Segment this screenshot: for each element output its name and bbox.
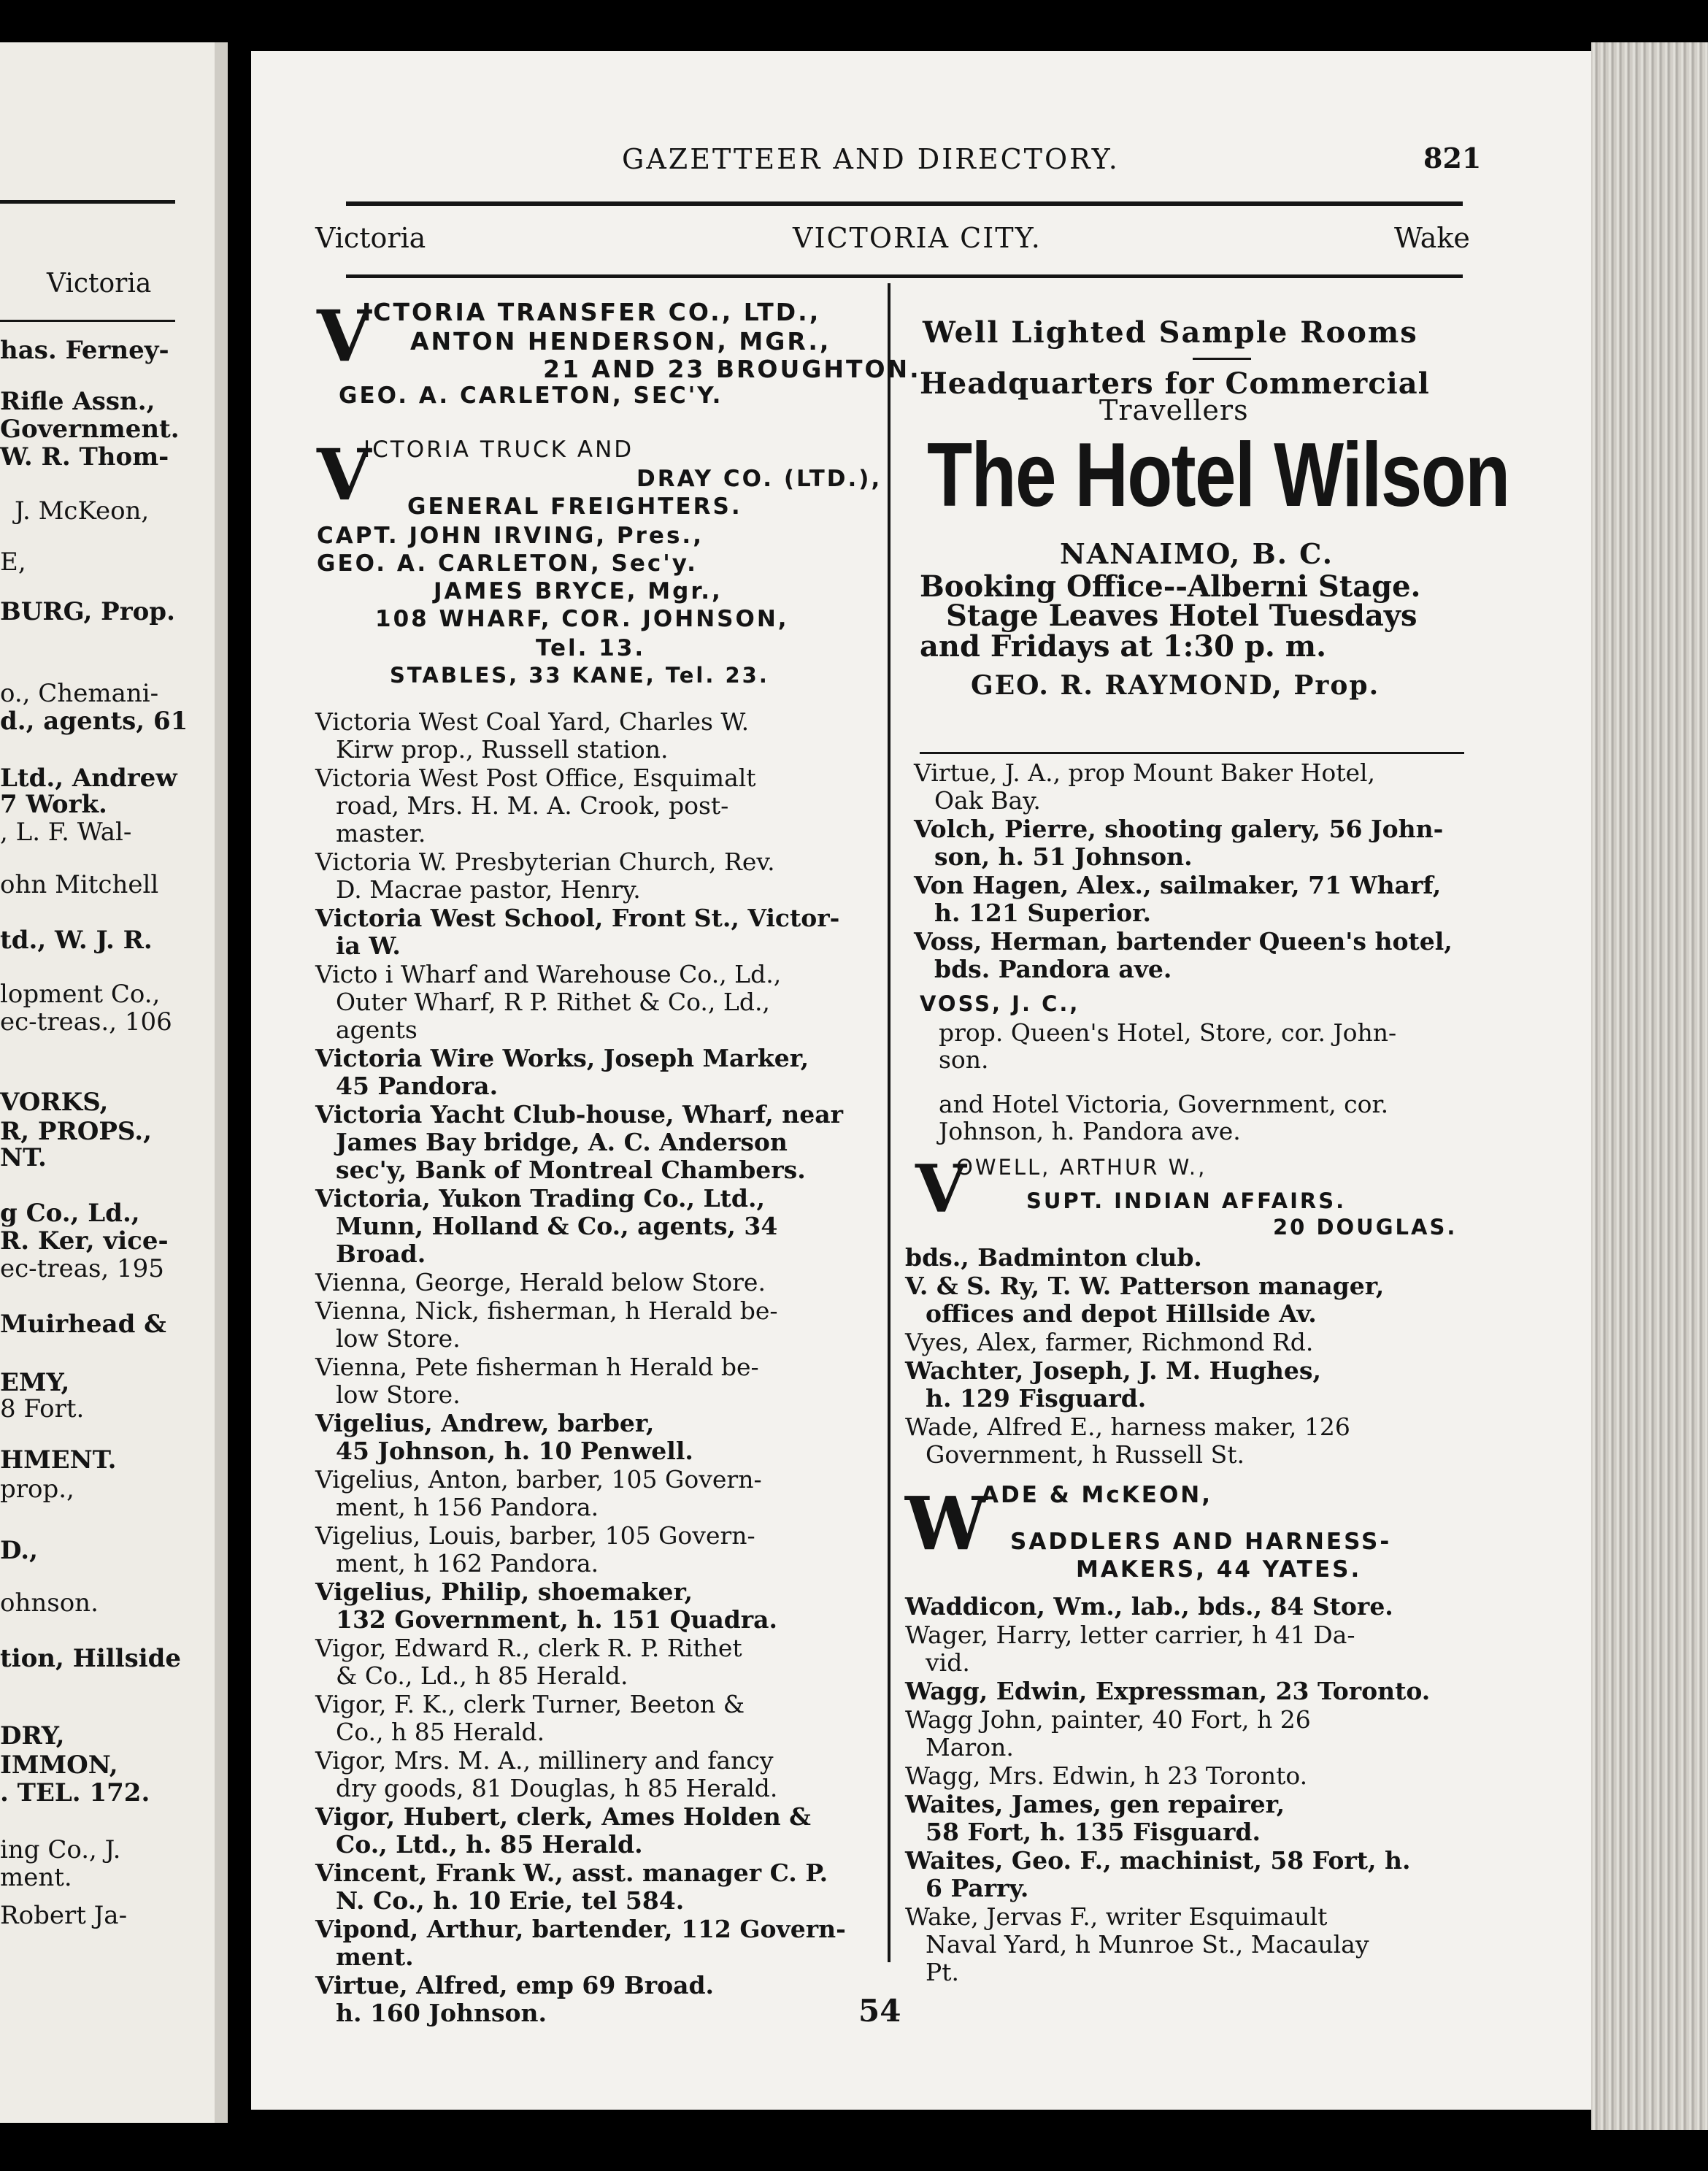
left-page-line: NT. [0, 1143, 47, 1172]
header-rule [346, 201, 1463, 206]
directory-entry: Victo i Wharf and Warehouse Co., Ld., Outer Wharf, R P. Rithet & Co., Ld., agents [315, 960, 782, 1044]
left-page-line: 8 Fort. [0, 1394, 85, 1423]
left-page-line: o., Chemani- [0, 679, 159, 708]
wade-line-1: ADE & McKEON, [981, 1482, 1213, 1508]
column-1-entries [315, 708, 885, 2028]
left-page-line: g Co., Ld., [0, 1199, 140, 1228]
directory-entry: Vigelius, Louis, barber, 105 Govern- ment, h 162 Pandora. [315, 1521, 755, 1578]
hotel-proprietor: GEO. R. RAYMOND, Prop. [971, 670, 1380, 701]
ad2-line-6: JAMES BRYCE, Mgr., [434, 578, 723, 604]
directory-entry: Victoria, Yukon Trading Co., Ltd., Munn, Holland & Co., agents, 34 Broad. [315, 1184, 778, 1268]
directory-entry: Vigelius, Andrew, barber, 45 Johnson, h. 10 Penwell. [315, 1409, 693, 1465]
left-page-line: Robert Ja- [0, 1901, 128, 1930]
hotel-ad-bottom-rule [920, 752, 1464, 754]
directory-entry: Wagg John, painter, 40 Fort, h 26 Maron. [905, 1705, 1311, 1761]
left-page-line: ec-treas, 195 [0, 1254, 164, 1283]
directory-entry: Von Hagen, Alex., sailmaker, 71 Wharf, h. 121 Superior. [914, 871, 1442, 927]
guide-word-right: Wake [1394, 222, 1470, 254]
bottom-page-number: 54 [858, 1993, 901, 2029]
section-title: VICTORIA CITY. [793, 222, 1042, 254]
left-page-line: ohnson. [0, 1588, 99, 1618]
left-page-line: BURG, Prop. [0, 597, 175, 626]
hotel-location: NANAIMO, B. C. [1060, 537, 1334, 570]
left-page-line: Muirhead & [0, 1310, 166, 1339]
directory-page [251, 51, 1591, 2110]
directory-entry: Waites, James, gen repairer, 58 Fort, h. 135 Fisguard. [905, 1790, 1285, 1846]
ad1-line-4: GEO. A. CARLETON, SEC'Y. [339, 383, 723, 409]
left-page-line: ment. [0, 1863, 72, 1892]
directory-entry: Victoria West Post Office, Esquimalt road, Mrs. H. M. A. Crook, post- master. [315, 764, 756, 848]
wade-line-2: SADDLERS AND HARNESS- [1010, 1529, 1392, 1555]
left-page-line: tion, Hillside [0, 1644, 182, 1673]
voss-lines: prop. Queen's Hotel, Store, cor. John- son. [939, 1018, 1397, 1074]
left-guide-rule-2 [0, 320, 175, 322]
left-page-line: td., W. J. R. [0, 926, 153, 955]
ad1-line-1: ICTORIA TRANSFER CO., LTD., [362, 298, 821, 326]
directory-entry: Wagg, Mrs. Edwin, h 23 Toronto. [905, 1761, 1308, 1790]
left-page-line: Rifle Assn., [0, 387, 155, 416]
hotel-stage-2: and Fridays at 1:30 p. m. [920, 629, 1327, 664]
left-page-line: Government. [0, 415, 180, 444]
hotel-name: The Hotel Wilson [927, 425, 1509, 526]
directory-entry: Vigelius, Anton, barber, 105 Govern- ment, h 156 Pandora. [315, 1465, 762, 1521]
column-2-entries-b [905, 1244, 1474, 1469]
ad1-line-3: 21 AND 23 BROUGHTON. [543, 355, 921, 383]
left-page-line: HMENT. [0, 1445, 117, 1475]
directory-entry: Vigor, F. K., clerk Turner, Beeton & Co., h 85 Herald. [315, 1690, 745, 1746]
directory-entry: Wade, Alfred E., harness maker, 126 Government, h Russell St. [905, 1413, 1350, 1469]
previous-page-edge [215, 42, 228, 2123]
hotel-ad-line-2: Headquarters for Commercial [920, 366, 1430, 401]
hotel-ad-line-3: Travellers [1099, 394, 1249, 426]
directory-entry: Virtue, J. A., prop Mount Baker Hotel, Oak Bay. [914, 758, 1376, 815]
hotel-ad-line-1: Well Lighted Sample Rooms [923, 315, 1418, 350]
hotel-ad-short-rule [1193, 358, 1251, 360]
left-page-line: E, [0, 547, 26, 577]
directory-entry: Vincent, Frank W., asst. manager C. P. N. Co., h. 10 Erie, tel 584. [315, 1859, 828, 1915]
wade-line-3: MAKERS, 44 YATES. [1076, 1556, 1362, 1583]
left-page-line: ohn Mitchell [0, 870, 159, 899]
voss-heading: VOSS, J. C., [920, 991, 1080, 1016]
directory-entry: V. & S. Ry, T. W. Patterson manager, offices and depot Hillside Av. [905, 1272, 1385, 1328]
left-page-line: VORKS, [0, 1088, 109, 1117]
running-title: GAZETTEER AND DIRECTORY. [622, 143, 1120, 175]
directory-entry: Victoria West School, Front St., Victor- ia W. [315, 904, 840, 960]
left-page-line: . TEL. 172. [0, 1778, 150, 1807]
directory-entry: Victoria West Coal Yard, Charles W. Kirw prop., Russell station. [315, 707, 750, 764]
ad1-line-2: ANTON HENDERSON, MGR., [410, 327, 831, 356]
directory-entry: Vigor, Mrs. M. A., millinery and fancy dry goods, 81 Douglas, h 85 Herald. [315, 1746, 778, 1802]
left-page-line: ec-treas., 106 [0, 1007, 172, 1037]
left-page-line: lopment Co., [0, 980, 161, 1009]
ad2-line-5: GEO. A. CARLETON, Sec'y. [317, 550, 698, 577]
left-page-line: W. R. Thom- [0, 442, 169, 472]
left-page-line: IMMON, [0, 1751, 118, 1780]
wade-dropcap: W [905, 1480, 988, 1567]
directory-entry: Wachter, Joseph, J. M. Hughes, h. 129 Fisguard. [905, 1356, 1321, 1413]
left-page-line: R. Ker, vice- [0, 1226, 169, 1256]
left-page-line: has. Ferney- [0, 336, 169, 365]
directory-entry: Victoria Yacht Club-house, Wharf, near James Bay bridge, A. C. Anderson sec'y, Bank of Montreal Chambers. [315, 1100, 844, 1184]
left-page-line: D., [0, 1536, 38, 1565]
directory-entry: Wake, Jervas F., writer Esquimault Naval Yard, h Munroe St., Macaulay Pt. [905, 1902, 1369, 1986]
previous-page-fragment [0, 42, 228, 2123]
left-page-line: d., agents, 61 [0, 707, 188, 736]
vowell-line-3: 20 DOUGLAS. [1273, 1215, 1458, 1240]
column-divider [888, 283, 890, 1962]
column-2-entries [914, 759, 1469, 984]
left-page-line: DRY, [0, 1721, 65, 1751]
left-page-line: EMY, [0, 1368, 70, 1397]
guide-word-left: Victoria [315, 222, 426, 254]
left-page-line: J. McKeon, [15, 496, 150, 526]
directory-entry: Voss, Herman, bartender Queen's hotel, bds. Pandora ave. [914, 927, 1453, 983]
book-page-edges [1591, 42, 1708, 2130]
vowell-line-2: SUPT. INDIAN AFFAIRS. [1026, 1188, 1347, 1213]
ad2-line-9: STABLES, 33 KANE, Tel. 23. [390, 663, 769, 688]
directory-entry: Waddicon, Wm., lab., bds., 84 Store. [905, 1592, 1393, 1621]
directory-entry: Virtue, Alfred, emp 69 Broad. h. 160 Johnson. [315, 1971, 715, 2027]
left-page-line: Ltd., Andrew [0, 764, 177, 793]
directory-entry: Victoria W. Presbyterian Church, Rev. D. Macrae pastor, Henry. [315, 848, 775, 904]
ad2-line-7: 108 WHARF, COR. JOHNSON, [375, 606, 789, 632]
directory-entry: Vipond, Arthur, bartender, 112 Govern- ment. [315, 1915, 846, 1971]
directory-entry: Vigelius, Philip, shoemaker, 132 Government, h. 151 Quadra. [315, 1578, 778, 1634]
directory-entry: Vienna, Pete fisherman h Herald be- low Store. [315, 1353, 759, 1409]
left-guide-word: Victoria [47, 269, 152, 299]
left-guide-rule [0, 200, 175, 204]
left-page-line: 7 Work. [0, 790, 107, 819]
left-page-line: prop., [0, 1475, 74, 1504]
ad2-line-1: ICTORIA TRUCK AND [363, 437, 634, 463]
ad2-dropcap: V [317, 434, 372, 516]
left-page-line: ing Co., J. [0, 1835, 121, 1864]
vowell-line-1: OWELL, ARTHUR W., [956, 1155, 1207, 1180]
directory-entry: Vienna, George, Herald below Store. [315, 1268, 766, 1296]
hotel-booking: Booking Office--Alberni Stage. [920, 569, 1421, 604]
ad2-line-2: DRAY CO. (LTD.), [636, 466, 882, 492]
column-2-entries-c [905, 1593, 1474, 1986]
ad2-line-4: CAPT. JOHN IRVING, Pres., [317, 523, 704, 549]
directory-entry: Waites, Geo. F., machinist, 58 Fort, h. 6 Parry. [905, 1846, 1411, 1902]
directory-entry: Wager, Harry, letter carrier, h 41 Da- vid. [905, 1621, 1355, 1677]
directory-entry: Vigor, Edward R., clerk R. P. Rithet & Co., Ld., h 85 Herald. [315, 1634, 742, 1690]
ad1-dropcap: V [317, 295, 372, 377]
directory-entry: bds., Badminton club. [905, 1243, 1202, 1272]
page-number: 821 [1423, 142, 1482, 174]
directory-entry: Vyes, Alex, farmer, Richmond Rd. [905, 1328, 1314, 1356]
vowell-dropcap: V [915, 1150, 966, 1228]
guide-rule [346, 274, 1463, 278]
left-page-line: R, PROPS., [0, 1117, 152, 1146]
directory-entry: Wagg, Edwin, Expressman, 23 Toronto. [905, 1677, 1431, 1705]
ad2-line-3: GENERAL FREIGHTERS. [407, 493, 742, 520]
directory-entry: Volch, Pierre, shooting galery, 56 John- son, h. 51 Johnson. [914, 815, 1444, 871]
voss-lines-2: and Hotel Victoria, Government, cor. Johnson, h. Pandora ave. [939, 1090, 1389, 1145]
hotel-stage-1: Stage Leaves Hotel Tuesdays [946, 599, 1417, 633]
ad2-line-8: Tel. 13. [536, 635, 646, 661]
left-page-line: , L. F. Wal- [0, 818, 132, 847]
directory-entry: Vigor, Hubert, clerk, Ames Holden & Co., Ltd., h. 85 Herald. [315, 1802, 811, 1859]
directory-entry: Vienna, Nick, fisherman, h Herald be- low Store. [315, 1296, 778, 1353]
directory-entry: Victoria Wire Works, Joseph Marker, 45 Pandora. [315, 1044, 809, 1100]
